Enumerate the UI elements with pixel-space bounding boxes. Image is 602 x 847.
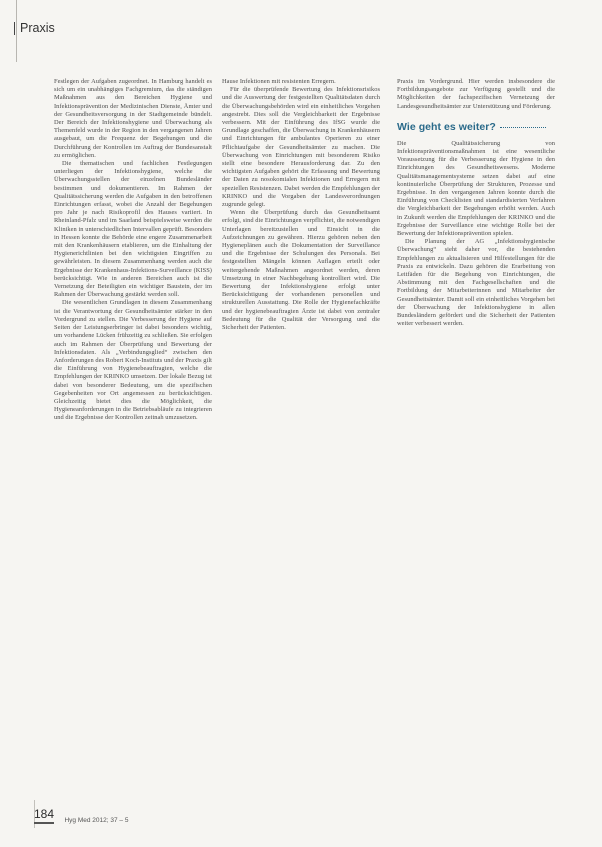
text-column-2 xyxy=(222,78,380,332)
paragraph: Praxis im Vordergrund. Hier werden insbesondere die Fortbildungsangebote zur Verfügung gestellt und die Möglichkeiten der fachspezifischen Vernetzung der Landesgesundheitsämter zur Unterstützung und Förderung. xyxy=(397,78,555,110)
paragraph: Hause Infektionen mit resistenten Erregern. xyxy=(222,78,336,85)
paragraph: Wenn die Überprüfung durch das Gesundheitsamt erfolgt, sind die Einrichtungen verpflichtet, die notwendigen Unterlagen bereitzustellen und Einsicht in die Aufzeichnungen zu gewähren. Hierzu gehören neben den Hygieneplänen auch die Dokumentation der Surveillance und die Ergebnisse der Schulungen des Personals. Bei festgestellten Mängeln können Auflagen erteilt oder weitergehende Maßnahmen angeordnet werden, deren Umsetzung in einer Nachbegehung kontrolliert wird. Die Bewertung der Infektionshygiene erfolgt unter Berücksichtigung der vorhandenen personellen und strukturellen Ausstattung. Die Rolle der Hygienefachkräfte und der hygienebeauftragten Ärzte ist dabei von zentraler Bedeutung für die Qualität der Versorgung und die Sicherheit der Patienten. xyxy=(222,209,380,332)
paragraph: Die wesentlichen Grundlagen in diesem Zusammenhang ist die Verantwortung der Gesundheitsämter stärker in den Vordergrund zu stellen. Die Verbesserung der Hygiene auf Seiten der Leistungserbringer ist dabei besonders wichtig, um vorhandene Lücken frühzeitig zu schließen. Sie erfolgen auch im Rahmen der Überprüfung und Bewertung der Infektionsdaten. Als „Verbindungsglied“ zwischen den Anforderungen des Robert Koch-Instituts und der Praxis gilt die Einführung von Hygienebeauftragten, welche die Empfehlungen der KRINKO umsetzen. Der lokale Bezug ist dabei von besonderer Bedeutung, um die spezifischen Gegebenheiten vor Ort angemessen zu berücksichtigen. Gleichzeitig bietet dies die Möglichkeit, die Hygieneanforderungen in die Betriebsabläufe zu integrieren und die Ergebnisse der Kontrollen zeitnah umzusetzen. xyxy=(54,299,212,422)
section-label: Praxis xyxy=(14,22,55,35)
journal-citation: Hyg Med 2012; 37 – 5 xyxy=(64,817,129,824)
paragraph: Die Qualitätssicherung von Infektionspräventionsmaßnahmen ist eine wesentliche Voraussetzung für die Verbesserung der Hygiene in den Einrichtungen des Gesundheitswesens. Moderne Qualitätsmanagementsysteme setzen dabei auf eine kontinuierliche Überprüfung der Strukturen, Prozesse und Ergebnisse. In den vergangenen Jahren konnte durch die Einführung von Checklisten und standardisierten Verfahren die Vergleichbarkeit der Begehungen erhöht werden. Auch in Zukunft werden die Empfehlungen der KRINKO und die Ergebnisse der Surveillance eine wichtige Rolle bei der Bewertung der Infektionsprävention spielen. xyxy=(397,139,555,238)
page-number: 184 xyxy=(34,807,54,824)
text-column-3 xyxy=(397,78,555,328)
text-column-1 xyxy=(54,78,212,423)
paragraph: Festlegen der Aufgaben zugeordnet. In Hamburg handelt es sich um ein unabhängiges Fachgremium, das die ständigen Maßnahmen aus den Bereichen Hygiene und Infektionsprävention der Medizinischen Dienste, Ämter und der Gesundheitsversorgung in der Stadtgemeinde bündelt. Der Bereich der Infektionshygiene und Überwachung als Themenfeld wurde in der Region in den vergangenen Jahren ausgebaut, um die Frequenz der Begehungen und die Durchführung der Kontrollen im Auftrag der Bundesanstalt zu ermöglichen. xyxy=(54,78,212,159)
paragraph: Die Planung der AG „Infektionshygienische Überwachung“ sieht daher vor, die bestehenden Empfehlungen zu aktualisieren und Hilfestellungen für die Praxis zu entwickeln. Dazu gehören die Erarbeitung von Leitfäden für die Begehung von Einrichtungen, die Abstimmung mit den Fachgesellschaften und die Fortbildung der Mitarbeiterinnen und Mitarbeiter der Gesundheitsämter. Damit soll ein einheitliches Vorgehen bei der Überwachung der Infektionshygiene in allen Bundesländern gefördert und die Sicherheit der Patienten weiter verbessert werden. xyxy=(397,238,555,328)
paragraph: Für die überprüfende Bewertung des Infektionsrisikos und die Auswertung der festgestellten Qualitätsdaten durch die Überwachungsbehörden wird ein einheitliches Vorgehen angestrebt. Dies soll die Vergleichbarkeit der Ergebnisse verbessern. Mit der Einführung des IfSG wurde die Grundlage geschaffen, die Überwachung in Krankenhäusern und Einrichtungen für ambulantes Operieren zu einer Pflichtaufgabe der Gesundheitsämter zu machen. Die Überwachung von Einrichtungen mit besonderem Risiko stellt eine besondere Herausforderung dar. Zu den wichtigsten Aufgaben gehört die Erfassung und Bewertung der Daten zu nosokomialen Infektionen und Erregern mit speziellen Resistenzen. Dabei werden die Empfehlungen der KRINKO und die Vorgaben der Landesverordnungen zugrunde gelegt. xyxy=(222,86,380,209)
section-heading xyxy=(397,121,555,134)
page-footer xyxy=(34,806,128,824)
heading-dotted-rule xyxy=(500,126,546,128)
paragraph: Die thematischen und fachlichen Festlegungen unterliegen der Infektionshygiene, welche die Überwachungsstellen der einzelnen Bundesländer bestimmen und dokumentieren. Im Rahmen der Qualitätssicherung werden die Aufgaben in den betroffenen Einrichtungen erfasst, wobei die Anzahl der Begehungen pro Jahr je nach Risikoprofil des Hauses variiert. In Rheinland-Pfalz und im Saarland beispielsweise werden die Kliniken in unterschiedlichen Intervallen geprüft. Besonders in Hessen konnte die Behörde eine engere Zusammenarbeit mit den Krankenhäusern etablieren, um die Einhaltung der Hygienerichtlinien bei den wichtigsten Eingriffen zu gewährleisten. In diesem Zusammenhang werden auch die Ergebnisse der Krankenhaus-Infektions-Surveillance (KISS) berücksichtigt. Wie in anderen Bereichen auch ist die Vernetzung der Beteiligten ein wichtiger Baustein, der im Rahmen der Überwachung gestärkt werden soll. xyxy=(54,160,212,299)
section-heading-text: Wie geht es weiter? xyxy=(397,120,496,133)
